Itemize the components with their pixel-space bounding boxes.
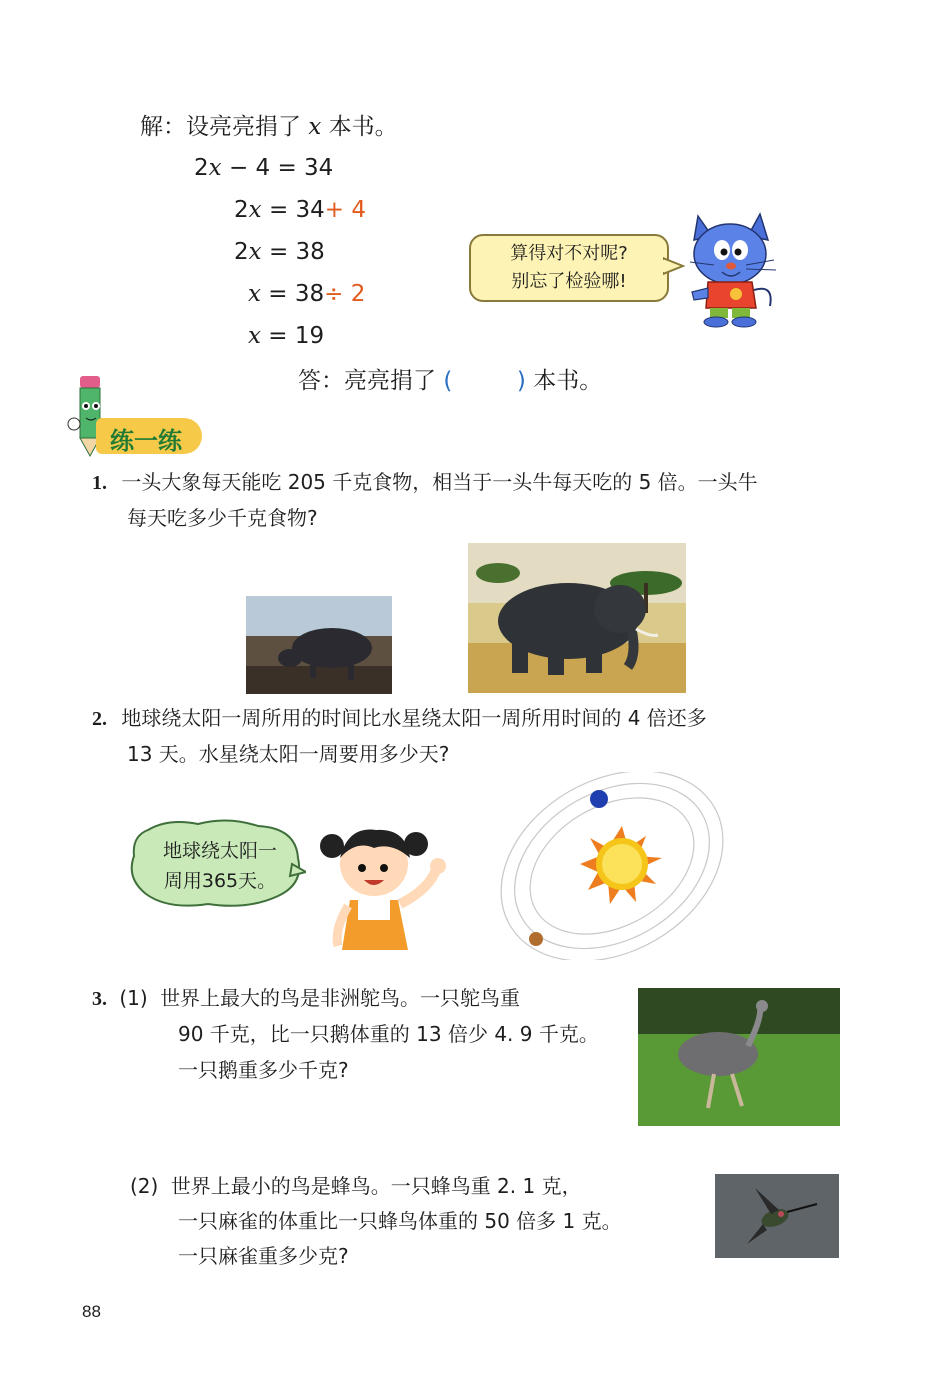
question-3-part-2 xyxy=(130,1168,690,1204)
question-part-label: (2) xyxy=(130,1174,159,1198)
sun-icon xyxy=(580,826,662,904)
mercury-icon xyxy=(529,932,543,946)
question-number: 1. xyxy=(92,472,107,494)
answer-prefix: 答：亮亮捐了 xyxy=(298,368,436,394)
solution-intro-prefix: 解：设亮亮捐了 xyxy=(140,114,301,140)
cat-speech-bubble xyxy=(469,234,669,302)
equation-step-3 xyxy=(234,239,325,265)
practice-banner xyxy=(96,418,202,454)
solution-intro-var: x xyxy=(308,114,322,140)
practice-banner-text: 练一练 xyxy=(110,427,182,455)
question-line: 13 天。水星绕太阳一周要用多少天? xyxy=(127,742,450,766)
hummingbird-photo xyxy=(715,1174,839,1258)
solar-system-diagram xyxy=(488,772,734,960)
op: + 4 xyxy=(324,197,367,223)
coef: 2 xyxy=(234,197,249,223)
girl-bubble-line1: 地球绕太阳一 xyxy=(162,840,277,862)
var: x xyxy=(208,155,222,181)
question-line: 一头大象每天能吃 205 千克食物，相当于一头牛每天吃的 5 倍。一头牛 xyxy=(121,470,758,494)
answer-line xyxy=(298,366,602,396)
var: x xyxy=(248,239,262,265)
rest: = 38 xyxy=(268,239,325,265)
question-line: 一只鹅重多少千克? xyxy=(178,1058,349,1082)
coef: 2 xyxy=(234,239,249,265)
question-3-part-1 xyxy=(92,980,632,1017)
earth-icon xyxy=(590,790,608,808)
var: x xyxy=(248,197,262,223)
coef: 2 xyxy=(194,155,209,181)
var: x xyxy=(248,281,261,307)
cartoon-girl-icon xyxy=(318,820,454,956)
question-2 xyxy=(92,700,872,737)
question-part-label: (1) xyxy=(119,986,148,1010)
cat-bubble-line1: 算得对不对呢? xyxy=(510,243,628,264)
answer-suffix: 本书。 xyxy=(533,368,603,394)
cat-bubble-line2: 别忘了检验哪! xyxy=(511,271,627,292)
question-line: 一只麻雀重多少克? xyxy=(178,1244,349,1268)
var: x xyxy=(248,323,261,349)
ostrich-photo xyxy=(638,988,840,1126)
rest: = 34 xyxy=(268,197,325,223)
girl-speech-bubble xyxy=(146,836,294,896)
buffalo-photo xyxy=(246,596,392,694)
equation-step-2 xyxy=(234,197,366,223)
rest: = 38 xyxy=(268,281,325,307)
girl-bubble-line2: 周用365天。 xyxy=(163,870,277,892)
elephant-photo xyxy=(468,543,686,693)
page-number: 88 xyxy=(82,1302,101,1321)
solution-intro xyxy=(140,112,398,142)
question-line: 90 千克，比一只鹅体重的 13 倍少 4. 9 千克。 xyxy=(178,1022,599,1046)
answer-blank-open: ( xyxy=(443,368,453,394)
equation-step-1 xyxy=(194,155,333,181)
question-line: 每天吃多少千克食物? xyxy=(127,506,318,530)
question-line: 地球绕太阳一周所用的时间比水星绕太阳一周所用时间的 4 倍还多 xyxy=(121,706,707,730)
question-number: 3. xyxy=(92,988,107,1010)
rest: − 4 = 34 xyxy=(228,155,334,181)
equation-step-5 xyxy=(248,323,324,349)
question-line: 世界上最小的鸟是蜂鸟。一只蜂鸟重 2. 1 克， xyxy=(170,1174,582,1198)
op: ÷ 2 xyxy=(324,281,366,307)
bubble-tail xyxy=(663,256,685,276)
question-line: 世界上最大的鸟是非洲鸵鸟。一只鸵鸟重 xyxy=(160,986,521,1010)
solution-intro-suffix: 本书。 xyxy=(328,114,398,140)
answer-blank-close: ) xyxy=(516,368,526,394)
question-number: 2. xyxy=(92,708,107,730)
question-line: 一只麻雀的体重比一只蜂鸟体重的 50 倍多 1 克。 xyxy=(178,1209,622,1233)
rest: = 19 xyxy=(268,323,325,349)
question-1 xyxy=(92,464,852,501)
equation-step-4 xyxy=(248,281,365,307)
cartoon-cat-icon xyxy=(684,210,780,328)
